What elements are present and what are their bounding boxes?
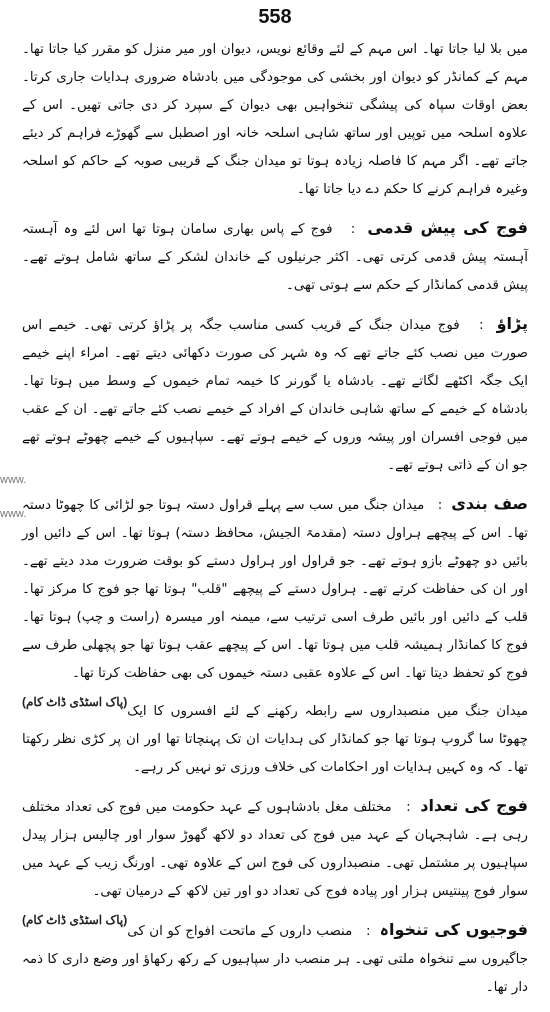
- paragraph-text: منصب داروں کے ماتحت افواج کو ان کی جاگیروں سے تنخواہ ملتی تھی۔ ہر منصب دار سپاہیوں کے رکھ رکھاؤ اور وضع داری کا ذمہ دار تھا۔: [22, 924, 528, 995]
- paragraph-text: میدان جنگ میں سب سے پہلے قراول دستہ ہوتا جو لڑائی کا چھوٹا دستہ تھا۔ اس کے پیچھے ہراول دستہ (مقدمۃ الجیش، محافظ دستہ) ہوتا تھا۔ اس کے دائیں اور بائیں دو چھوٹے بازو ہوتے تھے۔ جو قراول اور ہراول دستے کو بوقت ضرورت مدد دیتے تھے۔ اور ان کی حفاظت کرتے تھے۔ ہراول دستے کے پیچھے "قلب" ہوتا تھا جو فوج کا مرکز تھا۔ قلب کے دائیں اور بائیں طرف اسی ترتیب سے، میمنہ اور میسرہ (راست و چپ) ہوتا تھا۔ فوج کا کمانڈار ہمیشہ قلب میں ہوتا تھا۔ اس کے پیچھے عقب ہوتا تھا جو پچھلی طرف سے فوج کو تحفظ دیتا تھا۔ اس کے علاوہ عقبی دستہ خیموں کی بھی حفاظت کرتا تھا۔: [22, 498, 528, 681]
- paragraph-army-size: [22, 792, 528, 927]
- section-heading-encampment: پڑاؤ: [496, 314, 528, 333]
- paragraph-text: میدان جنگ میں منصبداروں سے رابطہ رکھنے کے لئے افسروں کا ایک چھوٹا سا گروپ ہوتا تھا جو کمانڈار کی ہدایات ان تک پہنچاتا تھا اور ان پر کڑی نظر رکھتا تھا۔ کہ وہ کہیں ہدایات اور احکامات کی خلاف ورزی تو نہیں کر رہے۔: [22, 704, 528, 775]
- paragraph-text: مختلف مغل بادشاہوں کے عہد حکومت میں فوج کی تعداد مختلف رہی ہے۔ شاہجہان کے عہد میں فوج کی تعداد دو لاکھ گھوڑ سوار اور چالیس ہزار پیدل سپاہیوں پر مشتمل تھی۔ منصبداروں کی فوج اس کے علاوہ تھی۔ اورنگ زیب کے عہد میں سوار فوج پینتیس ہزار اور پیادہ فوج کی تعداد دو اور تین لاکھ کے درمیان تھی۔: [22, 800, 528, 899]
- page-body: [22, 36, 528, 1012]
- page-number: 558: [258, 6, 292, 28]
- heading-separator: :: [466, 318, 491, 333]
- site-watermark: (پاک اسٹڈی ڈاٹ کام): [22, 913, 128, 927]
- paragraph-mission: [22, 36, 528, 204]
- margin-watermark: www.: [0, 474, 27, 486]
- heading-separator: :: [396, 800, 416, 815]
- paragraph-text: فوج کے پاس بھاری سامان ہوتا تھا اس لئے وہ آہستہ آہستہ پیش قدمی کرتی تھی۔ اکثر جرنیلوں کے خاندان لشکر کے ساتھ شامل ہوتے تھے۔ پیش قدمی کمانڈار کے حکم سے ہوتی تھی۔: [22, 222, 528, 293]
- margin-watermark: www.: [0, 508, 27, 520]
- heading-separator: :: [356, 924, 376, 939]
- paragraph-advance: [22, 214, 528, 300]
- paragraph-encampment: [22, 310, 528, 480]
- site-watermark: (پاک اسٹڈی ڈاٹ کام): [22, 695, 128, 709]
- paragraph-text: میں بلا لیا جاتا تھا۔ اس مہم کے لئے وقائع نویس، دیوان اور میر منزل کو مقرر کیا جاتا تھا۔ مہم کے کمانڈر کو دیوان اور بخشی کی موجودگی میں بادشاہ ضروری ہدایات جاری کرتا۔ بعض اوقات سپاہ کی پیشگی تنخواہیں بھی دیوان کے سپرد کر دی جاتی تھیں۔ اس کے علاوہ اسلحہ میں توپیں اور ساتھ شاہی اسلحہ خانہ اور اصطبل سے گھوڑے فراہم کر دیئے جاتے تھے۔ اگر مہم کا فاصلہ زیادہ ہوتا تو میدان جنگ کے قریبی صوبہ کے حاکم کو اسلحہ وغیرہ فراہم کرنے کا حکم دے دیا جاتا تھا۔: [22, 42, 528, 197]
- section-heading-army-size: فوج کی تعداد: [420, 796, 528, 815]
- heading-separator: :: [338, 222, 362, 237]
- paragraph-text: فوج میدان جنگ کے قریب کسی مناسب جگہ پر پڑاؤ کرتی تھی۔ خیمے اس صورت میں نصب کئے جاتے تھے کہ وہ شہر کی صورت دکھائی دیتے تھے۔ امراء اپنے خیمے ایک جگہ اکٹھے لگاتے تھے۔ بادشاہ یا گورنر کا خیمہ تمام خیموں کے وسط میں ہوتا تھا۔ بادشاہ کے خیمے کے ساتھ شاہی خاندان کے افراد کے خیمے نصب کئے جاتے تھے۔ ان کے عقب میں فوجی افسران اور پیشہ وروں کے خیمے ہوتے تھے۔ سپاہیوں کے خیمے چھوٹے ہوتے تھے جو ان کے ذاتی ہوتے تھے۔: [22, 318, 528, 473]
- heading-separator: :: [428, 498, 447, 513]
- section-heading-formation: صف بندی: [451, 494, 529, 513]
- section-heading-salary: فوجیوں کی تنخواہ: [379, 920, 529, 939]
- paragraph-formation: [22, 490, 529, 709]
- section-heading-advance: فوج کی پیش قدمی: [367, 218, 528, 237]
